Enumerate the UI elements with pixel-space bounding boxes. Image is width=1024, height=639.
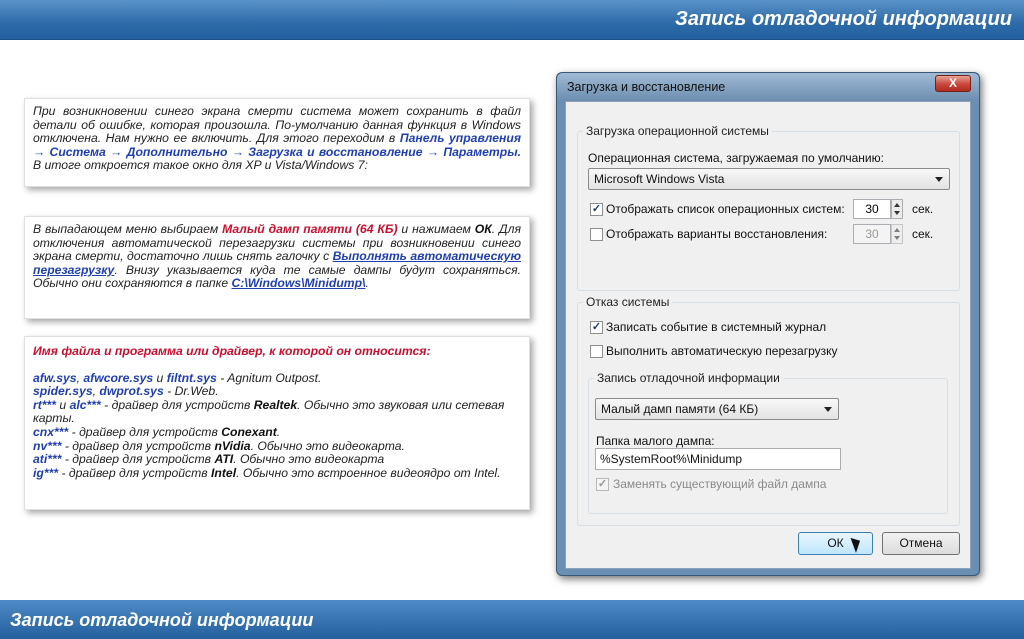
startup-group-label: Загрузка операционной системы: [583, 124, 772, 138]
driver-line: ig*** - драйвер для устройств Intel. Обычно это встроенное видеоядро от Intel.: [33, 465, 501, 480]
driver-line: nv*** - драйвер для устройств nVidia. Обычно это видеокарта.: [33, 438, 405, 453]
default-os-dropdown[interactable]: [588, 168, 950, 190]
default-os-label: Операционная система, загружаемая по умолчанию:: [588, 151, 884, 165]
show-os-list-seconds[interactable]: 30: [853, 199, 891, 219]
driver-line: afw.sys, afwcore.sys и filtnt.sys - Agnitum Outpost.: [33, 370, 322, 385]
footer-bar: [0, 600, 1024, 639]
intro-text-box: [24, 98, 530, 187]
ok-button[interactable]: ОК: [798, 532, 873, 555]
auto-restart-label: Выполнить автоматическую перезагрузку: [606, 344, 838, 358]
overwrite-checkbox[interactable]: ✓: [597, 478, 608, 490]
driver-line: ati*** - драйвер для устройств ATI. Обычно это видеокарта: [33, 452, 385, 467]
intro-text-end: В итоге откроется такое окно для XP и Vista/Windows 7:: [33, 158, 368, 173]
dialog-title: Загрузка и восстановление: [567, 80, 726, 94]
spin-down-icon[interactable]: [894, 236, 900, 240]
write-event-checkbox[interactable]: ✓: [591, 321, 602, 333]
instr-text: .: [365, 276, 369, 291]
spin-up-icon[interactable]: [894, 203, 900, 207]
header-title: Запись отладочной информации: [674, 8, 1012, 30]
show-os-list-checkbox[interactable]: ✓: [591, 203, 602, 215]
default-os-value: Microsoft Windows Vista: [594, 172, 725, 186]
write-event-label: Записать событие в системный журнал: [606, 320, 827, 334]
dump-type-value: Малый дамп памяти (64 КБ): [601, 402, 759, 416]
header-bar: [0, 0, 1024, 40]
instr-text: . Для отключения автоматической перезагрузки системы при возникновении синего экрана смерти, достаточно лишь снять галочку с: [33, 222, 521, 264]
driver-line: spider.sys, dwprot.sys - Dr.Web.: [33, 384, 219, 399]
small-dump-highlight: Малый дамп памяти (64 КБ): [222, 222, 398, 236]
show-recovery-checkbox[interactable]: [590, 228, 603, 241]
seconds-label: сек.: [912, 227, 934, 241]
show-recovery-label: Отображать варианты восстановления:: [606, 227, 828, 241]
minidump-folder-highlight: C:\Windows\Minidump\: [231, 276, 366, 291]
settings-path: Панель управления → Система → Дополнительно → Загрузка и восстановление → Параметры.: [33, 131, 521, 159]
dump-dir-label: Папка малого дампа:: [596, 434, 715, 448]
dump-type-dropdown[interactable]: [595, 398, 839, 420]
drivers-text-box: [24, 336, 530, 510]
show-os-list-spinner[interactable]: [891, 199, 903, 219]
instr-text: . Внизу указывается куда те самые дампы будут сохраняться. Обычно они сохраняются в папке: [33, 262, 521, 291]
show-recovery-spinner[interactable]: [891, 224, 903, 244]
footer-title: Запись отладочной информации: [10, 610, 314, 630]
instr-text: В выпадающем меню выбираем: [33, 222, 223, 236]
chevron-down-icon: [824, 407, 832, 412]
driver-line: cnx*** - драйвер для устройств Conexant.: [33, 424, 281, 439]
driver-line: rt*** и alc*** - драйвер для устройств Realtek. Обычно это звуковая или сетевая карты.: [33, 397, 505, 426]
dialog-titlebar[interactable]: [557, 73, 979, 101]
cancel-button[interactable]: Отмена: [882, 532, 960, 555]
dialog-client: [565, 101, 971, 569]
close-button[interactable]: X: [935, 75, 971, 92]
overwrite-label: Заменять существующий файл дампа: [613, 477, 827, 491]
dump-dir-input[interactable]: [595, 448, 841, 470]
chevron-down-icon: [935, 177, 943, 182]
startup-recovery-dialog: [556, 72, 980, 576]
show-os-list-label: Отображать список операционных систем:: [606, 202, 845, 216]
drivers-heading: Имя файла и программа или драйвер, к которой он относится:: [33, 344, 431, 358]
failure-group-label: Отказ системы: [583, 295, 672, 309]
instructions-text-box: [24, 216, 530, 319]
ok-highlight: ОК: [474, 222, 492, 236]
instr-text: и нажимаем: [397, 222, 475, 236]
seconds-label: сек.: [912, 202, 934, 216]
auto-reboot-highlight: Выполнять автоматическую перезагрузку: [33, 249, 521, 277]
spin-up-icon[interactable]: [894, 228, 900, 232]
intro-text: При возникновении синего экрана смерти система может сохранить в файл детали об ошибке, которая произошла. По-умолчанию данная функция в Windows отключена. Нам нужно ее включить. Для этого переходим в: [33, 104, 521, 146]
auto-restart-checkbox[interactable]: [590, 345, 603, 358]
debug-group-label: Запись отладочной информации: [594, 371, 783, 385]
spin-down-icon[interactable]: [894, 211, 900, 215]
show-recovery-seconds[interactable]: 30: [853, 224, 891, 244]
